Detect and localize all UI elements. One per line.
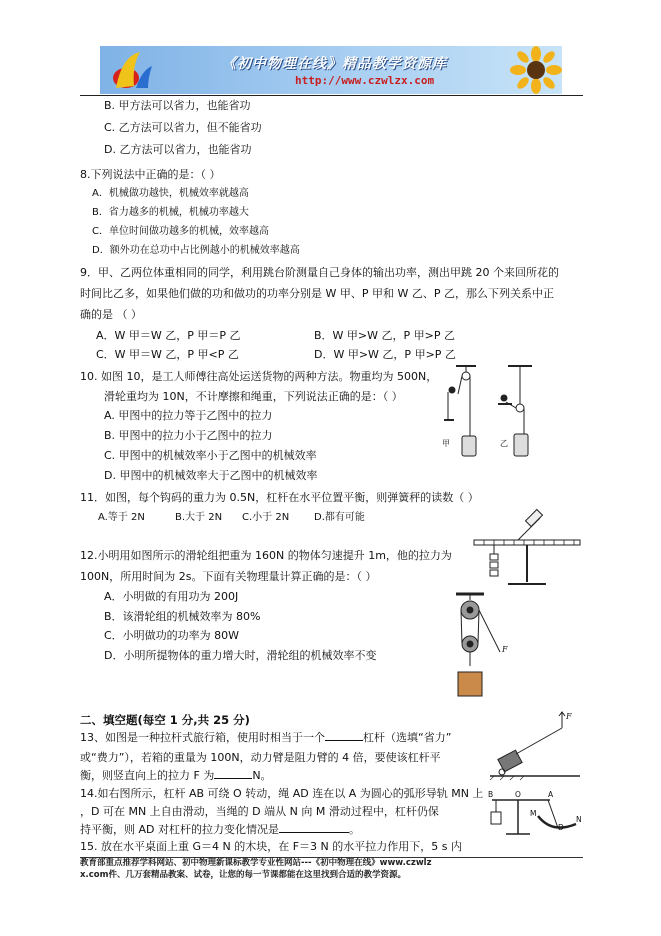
q13-suitcase-figure [488, 710, 584, 780]
q11-lever-figure [470, 508, 585, 592]
q7-option-c: C. 乙方法可以省力，但不能省功 [104, 121, 262, 134]
label-b: B [488, 790, 494, 799]
q13-line3 [80, 769, 272, 783]
q11-option-b: B.大于 2N [175, 512, 223, 523]
q11-option-d: D.都有可能 [314, 512, 365, 523]
q10-pulley-figure [440, 364, 548, 468]
label-d: D [558, 823, 564, 832]
q13-line1-a: 13、如图是一种拉杆式旅行箱，使用时相当于一个 [80, 731, 325, 744]
footer-line2-text: x.com [80, 870, 109, 880]
q14-lever-arc-figure [488, 786, 584, 844]
q8-option-b: B．省力越多的机械，机械功率越大 [92, 207, 249, 218]
q14-line1: 14.如右图所示，杠杆 AB 可绕 O 转动，绳 AD 连在以 A 为圆心的弧形导轨 MN 上 [80, 787, 484, 800]
q8-option-d: D．额外功在总功中占比例越小的机械效率越高 [92, 245, 300, 256]
label-o: O [515, 790, 521, 799]
q11-option-a: A.等于 2N [98, 512, 145, 523]
q12-option-a: A．小明做的有用功为 200J [104, 590, 239, 603]
label-f: F [566, 712, 572, 721]
q10-option-b: B. 甲图中的拉力小于乙图中的拉力 [104, 429, 273, 442]
q12-stem-line2: 100N，所用时间为 2s。下面有关物理量计算正确的是：（ ） [80, 570, 377, 583]
q9-stem-line1: 9．甲、乙两位体重相同的同学，利用跳台阶测量自己身体的输出功率，测出甲跳 20 个来回所花的 [80, 266, 559, 279]
footer-line2 [80, 870, 406, 881]
label-a: A [548, 790, 554, 799]
label-f: F [502, 645, 508, 654]
footer-line1-text: 教育部重点推荐学科网站、初中物理新课标教学专业性网站---《初中物理在线》www.czwlz [80, 858, 432, 868]
banner-url: http://www.czwlzx.com [295, 74, 435, 87]
q14-line3 [80, 823, 360, 837]
q14-line3-b: 。 [349, 823, 360, 836]
q12-option-b: B．该滑轮组的机械效率为 80% [104, 610, 261, 623]
header-divider [80, 95, 583, 96]
q9-option-b: B．W 甲>W 乙，P 甲>P 乙 [314, 329, 455, 342]
q9-option-c: C．W 甲＝W 乙，P 甲<P 乙 [96, 348, 239, 361]
q13-line2: 或“费力”），若箱的重量为 100N，动力臂是阻力臂的 4 倍，要使该杠杆平 [80, 751, 441, 764]
footer-line3-text: 件、几万套精品教案、试卷，让您的每一节课都能在这里找到合适的教学资源。 [108, 870, 406, 880]
q12-option-d: D．小明所提物体的重力增大时，滑轮组的机械效率不变 [104, 649, 377, 662]
q13-line1 [80, 731, 451, 745]
q9-option-d: D．W 甲>W 乙，P 甲>P 乙 [314, 348, 456, 361]
q11-option-c: C.小于 2N [242, 512, 290, 523]
q14-line2: ，D 可在 MN 上自由滑动，当绳的 D 端从 N 向 M 滑动过程中，杠杆仍保 [80, 805, 439, 818]
q13-blank-2[interactable] [214, 778, 252, 779]
q12-option-c: C．小明做功的功率为 80W [104, 629, 240, 642]
q8-option-a: A．机械做功越快，机械效率就越高 [92, 188, 249, 199]
q10-option-c: C. 甲图中的机械效率小于乙图中的机械效率 [104, 449, 317, 462]
label-yi: 乙 [500, 439, 508, 448]
q12-pulley-block-figure [448, 592, 518, 700]
q9-stem-line2: 时间比乙多，如果他们做的功和做功的功率分别是 W 甲、P 甲和 W 乙、P 乙，那么下列关系中正 [80, 287, 554, 300]
q12-stem-line1: 12.小明用如图所示的滑轮组把重为 160N 的物体匀速提升 1m，他的拉力为 [80, 549, 452, 562]
label-m: M [530, 809, 537, 818]
header-banner [100, 46, 562, 94]
q8-stem: 8.下列说法中正确的是：（ ） [80, 168, 221, 181]
q13-blank-1[interactable] [325, 740, 363, 741]
q7-option-d: D. 乙方法可以省力，也能省功 [104, 143, 252, 156]
q10-stem-line2: 滑轮重均为 10N，不计摩擦和绳重，下列说法正确的是：（ ） [104, 390, 403, 403]
footer-line1 [80, 858, 432, 869]
q15-line1: 15. 放在水平桌面上重 G＝4 N 的木块，在 F＝3 N 的水平拉力作用下，5 s 内 [80, 840, 462, 853]
q10-option-a: A. 甲图中的拉力等于乙图中的拉力 [104, 409, 273, 422]
q10-option-d: D. 甲图中的机械效率大于乙图中的机械效率 [104, 469, 318, 482]
logo-icon [106, 48, 156, 92]
q13-line3-b: N。 [252, 769, 272, 782]
q7-option-b: B. 甲方法可以省力，也能省功 [104, 99, 251, 112]
q10-stem-line1: 10. 如图 10，是工人师傅往高处运送货物的两种方法。物重均为 500N， [80, 370, 438, 383]
q13-line1-b: 杠杆（选填“省力” [363, 731, 452, 744]
q8-option-c: C．单位时间做功越多的机械，效率越高 [92, 226, 269, 237]
q13-line3-a: 衡，则竖直向上的拉力 F 为 [80, 769, 215, 782]
q11-stem: 11．如图，每个钩码的重力为 0.5N，杠杆在水平位置平衡，则弹簧秤的读数（ ） [80, 491, 479, 504]
q9-stem-line3: 确的是 （ ） [80, 308, 142, 321]
q14-line3-a: 持平衡，则 AD 对杠杆的拉力变化情况是 [80, 823, 279, 836]
q9-option-a: A．W 甲＝W 乙，P 甲＝P 乙 [96, 329, 241, 342]
label-n: N [576, 815, 582, 824]
sunflower-icon [512, 48, 560, 92]
banner-title: 《初中物理在线》精品教学资源库 [222, 56, 447, 72]
q14-blank-1[interactable] [279, 832, 349, 833]
label-jia: 甲 [442, 439, 450, 448]
section2-heading: 二、填空题(每空 1 分,共 25 分) [80, 713, 250, 727]
